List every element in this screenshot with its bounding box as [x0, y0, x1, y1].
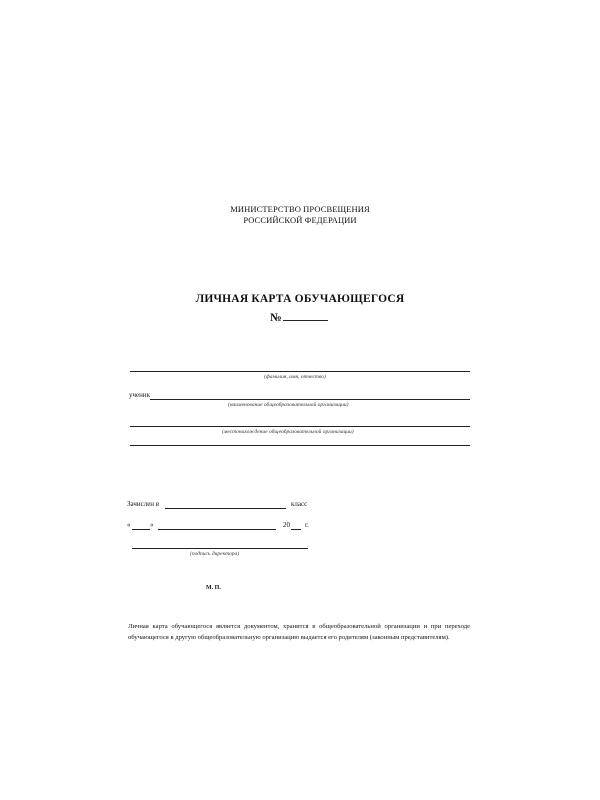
stamp-label: М. П. [206, 585, 221, 591]
enrolled-class-line[interactable] [165, 508, 286, 509]
ministry-line-1: МИНИСТЕРСТВО ПРОСВЕЩЕНИЯ [230, 204, 370, 214]
date-open-quote: « [127, 521, 131, 529]
student-label: ученик [129, 391, 151, 399]
org-name-line[interactable] [150, 399, 470, 400]
fullname-caption: (фамилия, имя, отчество) [264, 374, 326, 380]
org-location-line-2[interactable] [130, 445, 470, 446]
org-name-caption: (наименование общеобразовательной организации) [228, 402, 349, 408]
card-note: Личная карта обучающегося является документом, хранится в общеобразовательной организации и при переходе обучающегося в другую общеобразовательную организацию выдается его родителям (законным представителям). [128, 623, 470, 641]
signature-caption: (подпись директора) [190, 551, 240, 557]
date-close-quote: » [150, 521, 154, 529]
number-sign: № [270, 312, 282, 324]
fullname-line[interactable] [130, 371, 470, 372]
org-location-line[interactable] [130, 426, 470, 427]
director-signature-line[interactable] [132, 548, 308, 549]
date-day-line[interactable] [132, 529, 150, 530]
class-label: класс [291, 500, 308, 508]
date-year-line[interactable] [291, 529, 301, 530]
card-number-row [270, 308, 282, 326]
year-prefix: 20 [283, 521, 290, 529]
org-location-caption: (местонахождение общеобразовательной организации) [222, 429, 354, 435]
year-suffix: г. [305, 521, 309, 529]
document-title: ЛИЧНАЯ КАРТА ОБУЧАЮЩЕГОСЯ [195, 293, 405, 305]
ministry-line-2: РОССИЙСКОЙ ФЕДЕРАЦИИ [243, 215, 357, 225]
card-number-line[interactable] [283, 320, 328, 321]
enrolled-label: Зачислен в [127, 500, 160, 508]
date-month-line[interactable] [158, 529, 276, 530]
